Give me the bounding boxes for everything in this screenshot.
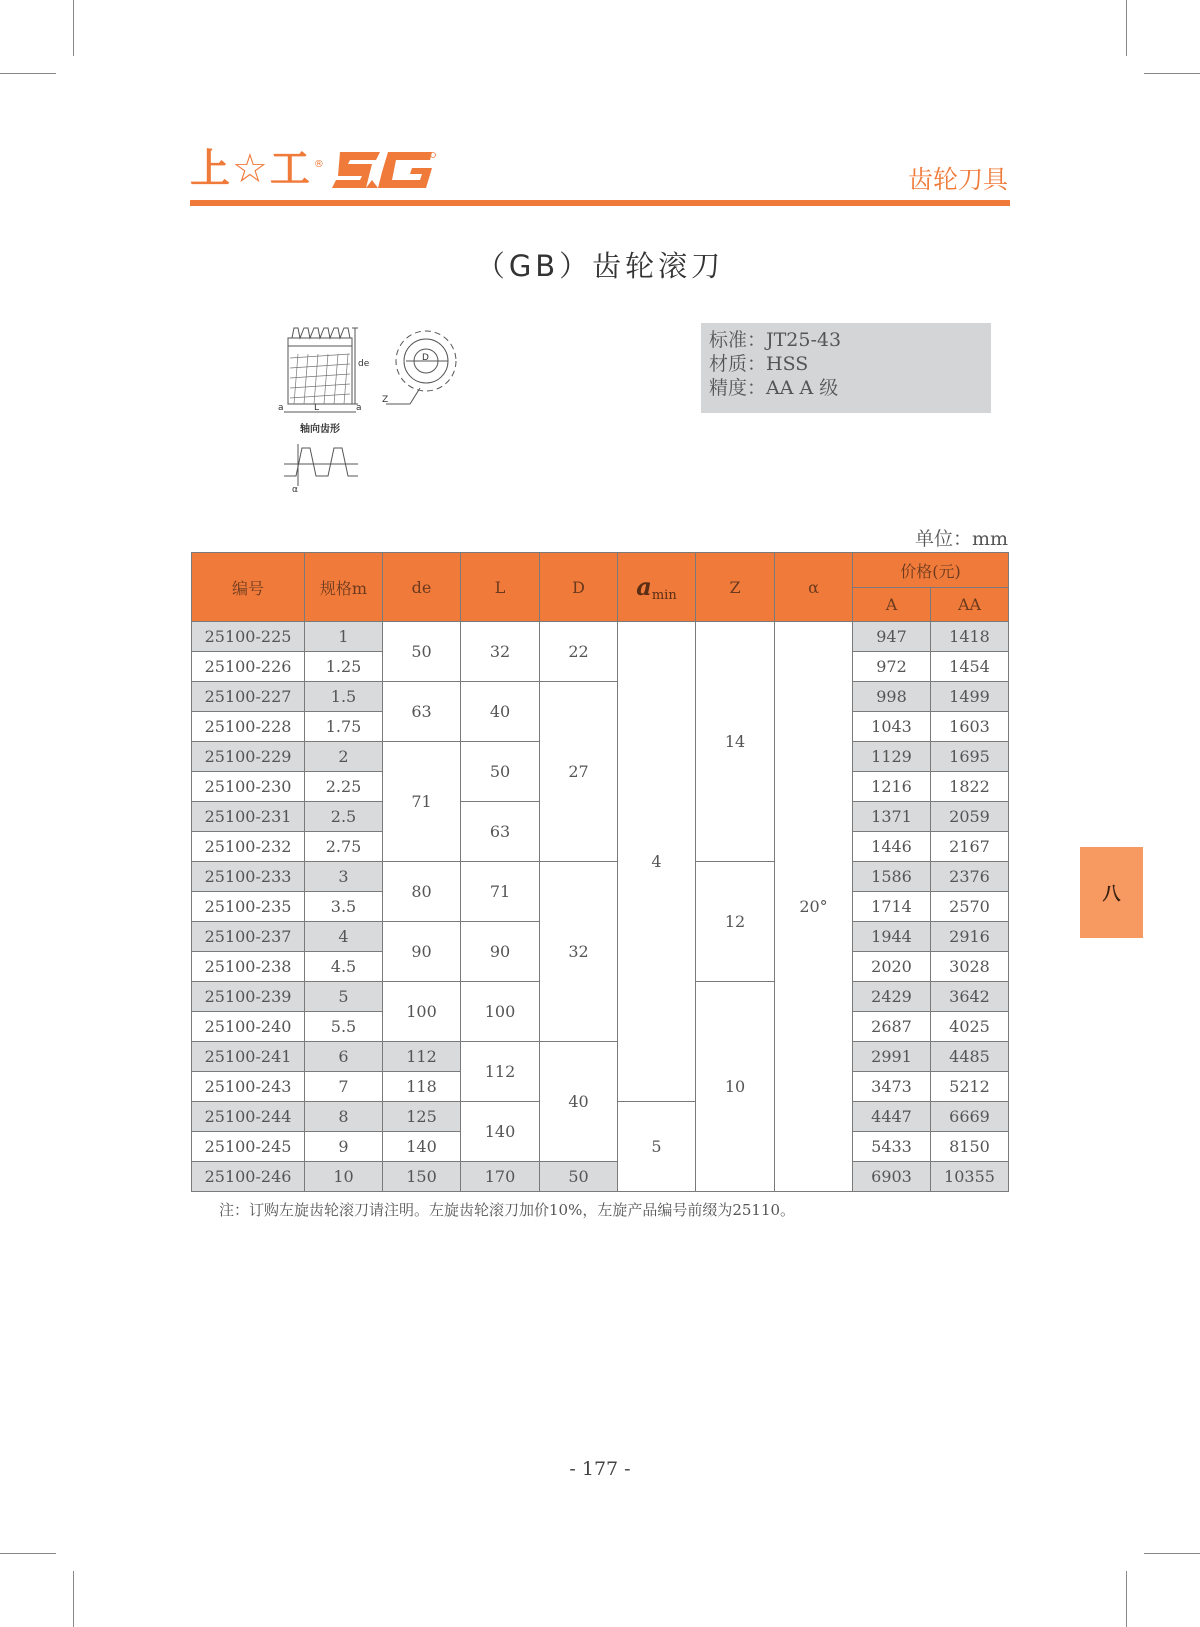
cell-price-A: 1371: [853, 802, 931, 832]
cell-module: 2: [305, 742, 383, 772]
diagram-label-alpha: α: [292, 485, 298, 495]
diagram-label-de: de: [358, 359, 370, 369]
cell-price-A: 2991: [853, 1042, 931, 1072]
crop-mark: [73, 0, 74, 56]
brand-logo-cn: [190, 148, 326, 190]
cell-module: 6: [305, 1042, 383, 1072]
cell-de: 80: [383, 862, 461, 922]
diagram-label-a: a: [278, 403, 284, 413]
registered-mark: ®: [313, 159, 326, 170]
cell-price-AA: 3642: [931, 982, 1009, 1012]
cell-price-AA: 1454: [931, 652, 1009, 682]
header-price-A: A: [853, 588, 931, 622]
header-de: de: [383, 553, 461, 622]
crop-mark: [1126, 0, 1127, 56]
cell-module: 2.5: [305, 802, 383, 832]
cell-L: 40: [461, 682, 540, 742]
cell-price-A: 3473: [853, 1072, 931, 1102]
cell-de: 100: [383, 982, 461, 1042]
header-D: D: [540, 553, 618, 622]
cell-module: 1.25: [305, 652, 383, 682]
cell-module: 2.75: [305, 832, 383, 862]
cell-price-AA: 2916: [931, 922, 1009, 952]
brand-name: 上☆工: [190, 146, 312, 192]
cell-code: 25100-237: [192, 922, 305, 952]
cell-D: 40: [540, 1042, 618, 1162]
cell-code: 25100-232: [192, 832, 305, 862]
cell-de: 150: [383, 1162, 461, 1192]
cell-module: 9: [305, 1132, 383, 1162]
cell-price-AA: 2376: [931, 862, 1009, 892]
cell-price-A: 6903: [853, 1162, 931, 1192]
spec-material: 材质：HSS: [709, 353, 809, 375]
cell-price-A: 1043: [853, 712, 931, 742]
cell-module: 1: [305, 622, 383, 652]
cell-de: 90: [383, 922, 461, 982]
cell-module: 2.25: [305, 772, 383, 802]
cell-price-A: 5433: [853, 1132, 931, 1162]
cell-price-A: 1586: [853, 862, 931, 892]
cell-module: 10: [305, 1162, 383, 1192]
table-row: [192, 862, 1009, 892]
cell-amin: 4: [618, 622, 696, 1102]
page-title: （GB）齿轮滚刀: [475, 249, 725, 283]
cell-L: 32: [461, 622, 540, 682]
table-row: [192, 1042, 1009, 1072]
cell-alpha: 20°: [775, 622, 853, 1192]
footnote: 注：订购左旋齿轮滚刀请注明。左旋齿轮滚刀加价10%，左旋产品编号前缀为25110。: [219, 1201, 796, 1219]
section-label: 齿轮刀具: [907, 165, 1008, 194]
diagram-label-L: L: [314, 403, 320, 413]
cell-L: 100: [461, 982, 540, 1042]
cell-L: 112: [461, 1042, 540, 1102]
cell-price-AA: 1822: [931, 772, 1009, 802]
cell-code: 25100-228: [192, 712, 305, 742]
crop-mark: [1144, 73, 1200, 74]
cell-price-AA: 1695: [931, 742, 1009, 772]
cell-code: 25100-246: [192, 1162, 305, 1192]
cell-de: 63: [383, 682, 461, 742]
table-row: [192, 682, 1009, 712]
cell-price-A: 998: [853, 682, 931, 712]
cell-L: 140: [461, 1102, 540, 1162]
cell-code: 25100-225: [192, 622, 305, 652]
cell-code: 25100-229: [192, 742, 305, 772]
cell-price-AA: 4025: [931, 1012, 1009, 1042]
cell-de: 112: [383, 1042, 461, 1072]
header-module: 规格m: [305, 553, 383, 622]
cell-D: 27: [540, 682, 618, 862]
cell-de: 125: [383, 1102, 461, 1132]
cell-module: 1.5: [305, 682, 383, 712]
crop-mark: [1144, 1553, 1200, 1554]
table-row: [192, 1162, 1009, 1192]
cell-price-AA: 2570: [931, 892, 1009, 922]
spec-standard: 标准：JT25-43: [709, 329, 842, 351]
cell-price-A: 1129: [853, 742, 931, 772]
cell-price-AA: 6669: [931, 1102, 1009, 1132]
cell-amin: 5: [618, 1102, 696, 1192]
cell-price-A: 2429: [853, 982, 931, 1012]
cell-module: 7: [305, 1072, 383, 1102]
header-price: 价格(元): [853, 553, 1009, 588]
crop-mark: [0, 1553, 56, 1554]
diagram-label-D: D: [422, 353, 429, 363]
diagram-label-Z: Z: [382, 395, 389, 405]
unit-label: 单位：mm: [914, 528, 1008, 550]
cell-price-A: 1216: [853, 772, 931, 802]
cell-code: 25100-243: [192, 1072, 305, 1102]
hob-diagram-icon: [278, 326, 488, 516]
cell-price-AA: 2059: [931, 802, 1009, 832]
cell-price-AA: 3028: [931, 952, 1009, 982]
cell-module: 4: [305, 922, 383, 952]
cell-code: 25100-227: [192, 682, 305, 712]
header-divider: [190, 200, 1010, 206]
cell-price-AA: 1603: [931, 712, 1009, 742]
cell-module: 4.5: [305, 952, 383, 982]
sg-logo-icon: [332, 152, 436, 188]
cell-module: 5.5: [305, 1012, 383, 1042]
cell-price-AA: 1499: [931, 682, 1009, 712]
cell-code: 25100-238: [192, 952, 305, 982]
page-number: - 177 -: [569, 1458, 631, 1480]
cell-price-A: 947: [853, 622, 931, 652]
cell-de: 50: [383, 622, 461, 682]
cell-de: 140: [383, 1132, 461, 1162]
header-L: L: [461, 553, 540, 622]
cell-price-A: 1446: [853, 832, 931, 862]
cell-price-A: 1714: [853, 892, 931, 922]
crop-mark: [1126, 1571, 1127, 1627]
cell-price-AA: 1418: [931, 622, 1009, 652]
header-price-AA: AA: [931, 588, 1009, 622]
cell-price-AA: 10355: [931, 1162, 1009, 1192]
cell-price-A: 972: [853, 652, 931, 682]
cell-D: 50: [540, 1162, 618, 1192]
cell-L: 170: [461, 1162, 540, 1192]
cell-code: 25100-230: [192, 772, 305, 802]
header-Z: Z: [696, 553, 775, 622]
cell-code: 25100-235: [192, 892, 305, 922]
cell-code: 25100-231: [192, 802, 305, 832]
cell-module: 8: [305, 1102, 383, 1132]
cell-price-AA: 4485: [931, 1042, 1009, 1072]
spec-box: [701, 323, 991, 413]
cell-L: 90: [461, 922, 540, 982]
cell-Z: 10: [696, 982, 775, 1192]
header-amin: $a_{min}$: [618, 553, 696, 622]
cell-module: 3: [305, 862, 383, 892]
cell-price-A: 4447: [853, 1102, 931, 1132]
cell-code: 25100-244: [192, 1102, 305, 1132]
hob-spec-table: [191, 552, 1009, 1192]
cell-code: 25100-226: [192, 652, 305, 682]
table-row: [192, 622, 1009, 652]
cell-de: 71: [383, 742, 461, 862]
cell-price-A: 2687: [853, 1012, 931, 1042]
cell-price-AA: 5212: [931, 1072, 1009, 1102]
cell-price-AA: 2167: [931, 832, 1009, 862]
cell-code: 25100-239: [192, 982, 305, 1012]
cell-Z: 12: [696, 862, 775, 982]
cell-L: 63: [461, 802, 540, 862]
crop-mark: [0, 73, 56, 74]
cell-module: 5: [305, 982, 383, 1012]
cell-price-A: 1944: [853, 922, 931, 952]
diagram-caption: 轴向齿形: [300, 424, 340, 435]
cell-D: 32: [540, 862, 618, 1042]
header-code: 编号: [192, 553, 305, 622]
diagram-label-a2: a: [356, 403, 362, 413]
spec-precision: 精度：AA A 级: [709, 377, 839, 399]
cell-module: 1.75: [305, 712, 383, 742]
cell-L: 71: [461, 862, 540, 922]
chapter-tab[interactable]: 八: [1080, 847, 1143, 938]
cell-price-A: 2020: [853, 952, 931, 982]
cell-D: 22: [540, 622, 618, 682]
cell-code: 25100-241: [192, 1042, 305, 1072]
crop-mark: [73, 1571, 74, 1627]
cell-price-AA: 8150: [931, 1132, 1009, 1162]
cell-code: 25100-240: [192, 1012, 305, 1042]
cell-L: 50: [461, 742, 540, 802]
cell-code: 25100-233: [192, 862, 305, 892]
cell-de: 118: [383, 1072, 461, 1102]
cell-module: 3.5: [305, 892, 383, 922]
cell-code: 25100-245: [192, 1132, 305, 1162]
cell-Z: 14: [696, 622, 775, 862]
header-alpha: α: [775, 553, 853, 622]
